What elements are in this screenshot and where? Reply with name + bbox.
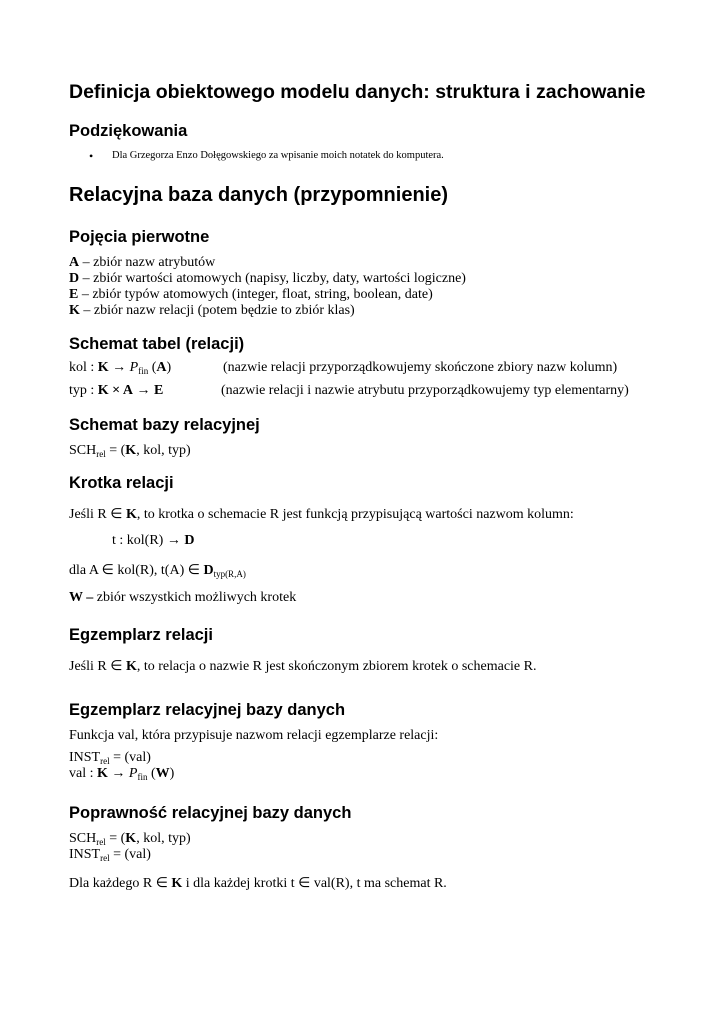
table-schema-heading: Schemat tabel (relacji) <box>69 335 245 353</box>
kol-definition: kol : $K \to P_{fin}$ (A) <box>69 360 172 376</box>
correctness-heading: Poprawność relacyjnej bazy danych <box>69 804 352 822</box>
instance-heading: Egzemplarz relacji <box>69 626 213 644</box>
primitive-line-k: K – zbiór nazw relacji (potem będzie to zbiór klas) <box>69 303 355 318</box>
db-schema-heading: Schemat bazy relacyjnej <box>69 416 260 434</box>
acknowledgements-heading: Podziękowania <box>69 122 188 140</box>
tuple-definition: Jeśli R ∈ K, to krotka o schemacie R jest funkcją przypisującą wartości nazwom kolumn: <box>69 507 574 522</box>
val-definition: val : $K \to P_{fin}$ (W) <box>69 766 175 782</box>
section-heading-relational: Relacyjna baza danych (przypomnienie) <box>69 184 448 206</box>
db-instance-heading: Egzemplarz relacyjnej bazy danych <box>69 701 346 719</box>
db-instance-intro: Funkcja val, która przypisuje nazwom relacji egzemplarze relacji: <box>69 728 439 743</box>
correctness-sch: $SCH_{rel} = (K$, kol, typ) <box>69 831 191 847</box>
tuple-set-w: W – zbiór wszystkich możliwych krotek <box>69 590 297 605</box>
document-title: Definicja obiektowego modelu danych: struktura i zachowanie <box>69 81 646 103</box>
primitive-line-d: D – zbiór wartości atomowych (napisy, liczby, daty, wartości logiczne) <box>69 271 466 286</box>
instance-definition: Jeśli R ∈ K, to relacja o nazwie R jest skończonym zbiorem krotek o schemacie R. <box>69 659 537 674</box>
correctness-inst: $INST_{rel} = (val)$ <box>69 847 151 863</box>
primitives-heading: Pojęcia pierwotne <box>69 228 210 246</box>
acknowledgements-text: Dla Grzegorza Enzo Dołęgowskiego za wpisanie moich notatek do komputera. <box>112 150 444 161</box>
tuple-value-condition: dla A ∈ kol(R), t(A) ∈ $D_{typ(R,A)}$ <box>69 563 246 579</box>
tuple-heading: Krotka relacji <box>69 474 174 492</box>
primitive-line-a: A – zbiór nazw atrybutów <box>69 255 216 270</box>
typ-note: (nazwie relacji i nazwie atrybutu przyporządkowujemy typ elementarny) <box>221 383 629 398</box>
bullet-icon: • <box>89 149 94 163</box>
inst-rel-definition: $INST_{rel} = (val)$ <box>69 750 151 766</box>
correctness-condition: Dla każdego R ∈ K i dla każdej krotki t ∈ val(R), t ma schemat R. <box>69 876 447 891</box>
tuple-function: t : kol(R) → D <box>112 533 195 548</box>
primitive-line-e: E – zbiór typów atomowych (integer, float, string, boolean, date) <box>69 287 433 302</box>
kol-note: (nazwie relacji przyporządkowujemy skończone zbiory nazw kolumn) <box>223 360 618 375</box>
sch-rel-definition: $SCH_{rel} = (K$, kol, typ) <box>69 443 191 459</box>
typ-definition: typ : K × A → E <box>69 383 164 398</box>
